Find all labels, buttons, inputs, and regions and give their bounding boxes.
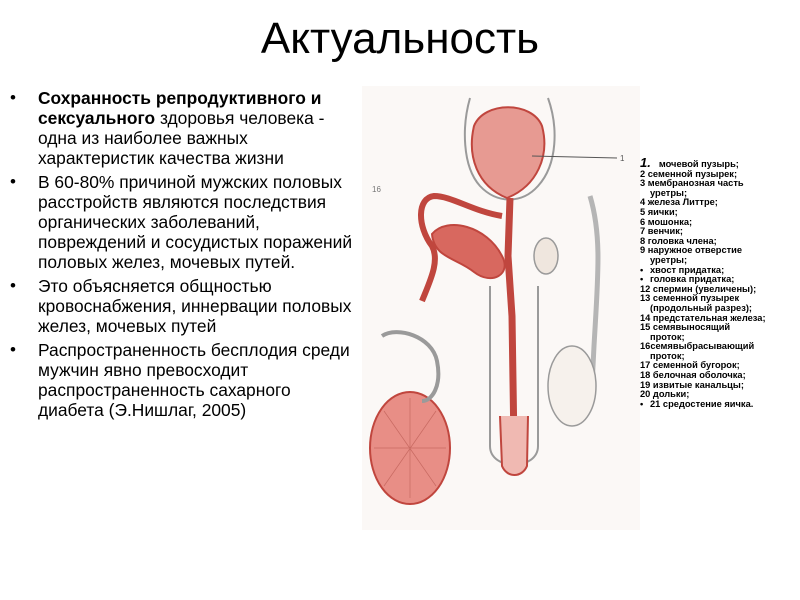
legend-row: 1. мочевой пузырь;	[640, 155, 739, 170]
anatomy-illustration	[362, 86, 640, 530]
figure-number: 1	[620, 154, 625, 163]
legend-row: • головка придатка;	[640, 274, 735, 285]
slide-title: Актуальность	[260, 14, 540, 63]
legend-row: 13 семенной пузырек	[640, 293, 740, 304]
legend-row: проток;	[650, 331, 685, 342]
legend-row: 19 извитые канальцы;	[640, 379, 744, 390]
bullet-dot-icon: •	[10, 276, 16, 295]
legend-row: 12 спермин (увеличены);	[640, 283, 757, 294]
prostate-shape	[534, 238, 558, 274]
bullet-item	[10, 88, 355, 168]
bullet-text: здоровья человека - одна из наиболее важных характеристик качества жизни	[38, 108, 325, 168]
legend-row: (продольный разрез);	[650, 302, 753, 313]
bullet-list	[10, 88, 355, 424]
label-16: 16	[372, 185, 381, 194]
bullet-text: В 60-80% причиной мужских половых расстройств являются последствия органических заболеваний, повреждений и сосудистых поражений половых желез, мочевых путей.	[38, 172, 353, 272]
right-testis-shape	[548, 346, 596, 426]
bullet-text: Это объясняется общностью кровоснабжения, иннервации половых желез, мочевых путей	[38, 276, 352, 336]
legend-row: 18 белочная оболочка;	[640, 370, 746, 381]
bullet-item	[10, 276, 355, 336]
legend-row: 3 мембранозная часть	[640, 178, 744, 189]
bullet-text: Распространенность бесплодия среди мужчин явно превосходит распространенность сахарного диабета (Э.Нишлаг, 2005)	[38, 340, 350, 420]
legend-row: проток;	[650, 350, 685, 361]
legend-row: • 21 средостение яичка.	[640, 398, 754, 409]
legend-row: 6 мошонка;	[640, 216, 693, 227]
legend-row: 4 железа Литтре;	[640, 197, 718, 208]
legend-row: 20 дольки;	[640, 389, 690, 400]
legend-row: • хвост придатка;	[640, 264, 725, 275]
bullet-dot-icon: •	[10, 88, 16, 107]
legend-row: 16семявыбрасывающий	[640, 341, 755, 352]
legend-row: 7 венчик;	[640, 226, 683, 237]
legend-row: 14 предстательная железа;	[640, 312, 766, 323]
legend-row: 9 наружное отверстие	[640, 245, 743, 256]
figure-legend	[640, 155, 798, 409]
legend-row: 15 семявыносящий	[640, 322, 731, 333]
legend-row: уретры;	[650, 254, 688, 265]
bullet-item	[10, 340, 355, 420]
bullet-dot-icon: •	[640, 264, 644, 275]
bullet-dot-icon: •	[640, 274, 644, 285]
bullet-dot-icon: •	[10, 172, 16, 191]
bullet-dot-icon: •	[10, 340, 16, 359]
bullet-item	[10, 172, 355, 272]
glans-shape	[500, 416, 528, 475]
bullet-dot-icon: •	[640, 398, 644, 409]
bullet-bold-text: Сохранность репродуктивного и сексуального	[38, 88, 322, 128]
legend-row: 17 семенной бугорок;	[640, 360, 740, 371]
legend-row: 2 семенной пузырек;	[640, 168, 738, 179]
legend-row: 8 головка члена;	[640, 235, 717, 246]
legend-row: 5 яички;	[640, 206, 678, 217]
legend-row: уретры;	[650, 187, 688, 198]
